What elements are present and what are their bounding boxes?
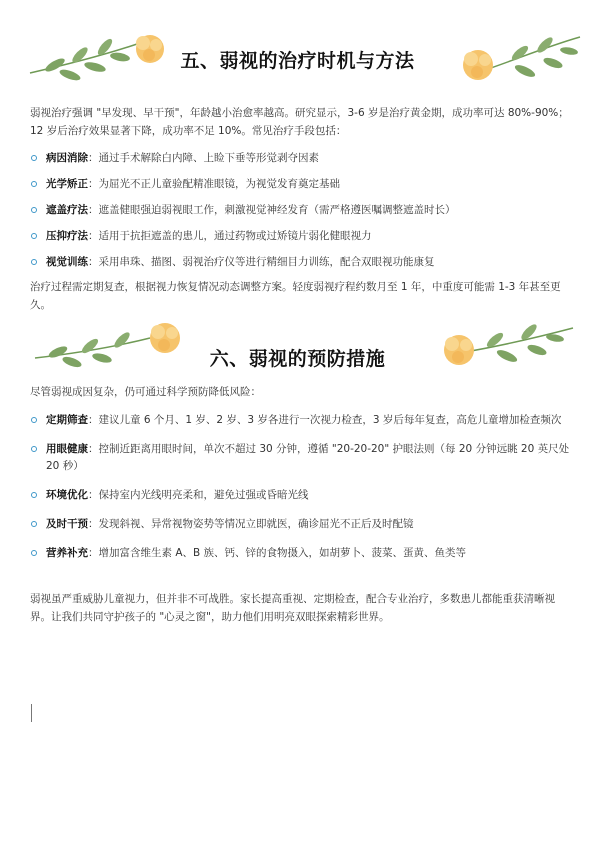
list-item: 定期筛查：建议儿童 6 个月、1 岁、2 岁、3 岁各进行一次视力检查，3 岁后每年复查，高危儿童增加检查频次	[30, 412, 575, 429]
section5-intro: 弱视治疗强调 "早发现、早干预"，年龄越小治愈率越高。研究显示，3-6 岁是治疗黄金期，成功率可达 80%-90%；12 岁后治疗效果显著下降，成功率不足 10%。常见治疗手段包括：	[30, 107, 569, 137]
list-item: 视觉训练：采用串珠、描图、弱视治疗仪等进行精细目力训练，配合双眼视功能康复	[30, 254, 575, 271]
bullet-icon	[31, 181, 37, 187]
bullet-icon	[31, 417, 37, 423]
text-cursor[interactable]	[31, 704, 32, 722]
section5-outro: 治疗过程需定期复查，根据视力恢复情况动态调整方案。轻度弱视疗程约数月至 1 年，中重度可能需 1-3 年甚至更久。	[30, 281, 561, 311]
conclusion-paragraph: 弱视虽严重威胁儿童视力，但并非不可战胜。家长提高重视、定期检查，配合专业治疗，多数患儿都能重获清晰视界。让我们共同守护孩子的 "心灵之窗"，助力他们用明亮双眼探索精彩世界。	[30, 593, 555, 623]
bullet-icon	[31, 207, 37, 213]
bullet-icon	[31, 492, 37, 498]
bullet-icon	[31, 233, 37, 239]
list-item: 营养补充：增加富含维生素 A、B 族、钙、锌的食物摄入，如胡萝卜、菠菜、蛋黄、鱼类等	[30, 545, 575, 562]
list-item: 环境优化：保持室内光线明亮柔和，避免过强或昏暗光线	[30, 487, 575, 504]
list-item: 用眼健康：控制近距离用眼时间，单次不超过 30 分钟，遵循 "20-20-20" 护眼法则（每 20 分钟远眺 20 英尺处 20 秒）	[30, 441, 575, 475]
section6-intro: 尽管弱视成因复杂，仍可通过科学预防降低风险：	[30, 386, 261, 398]
list-item: 及时干预：发现斜视、异常视物姿势等情况立即就医，确诊屈光不正后及时配镜	[30, 516, 575, 533]
bullet-icon	[31, 446, 37, 452]
treatment-methods-list	[30, 150, 575, 271]
list-item: 病因消除：通过手术解除白内障、上睑下垂等形觉剥夺因素	[30, 150, 575, 167]
bullet-icon	[31, 550, 37, 556]
bullet-icon	[31, 155, 37, 161]
section5-title: 五、弱视的治疗时机与方法	[180, 50, 415, 72]
bullet-icon	[31, 521, 37, 527]
prevention-measures-list	[30, 412, 575, 562]
list-item: 遮盖疗法：遮盖健眼强迫弱视眼工作，刺激视觉神经发育（需严格遵医嘱调整遮盖时长）	[30, 202, 575, 219]
list-item: 压抑疗法：适用于抗拒遮盖的患儿，通过药物或过矫镜片弱化健眼视力	[30, 228, 575, 245]
bullet-icon	[31, 259, 37, 265]
list-item: 光学矫正：为屈光不正儿童验配精准眼镜，为视觉发育奠定基础	[30, 176, 575, 193]
section6-title: 六、弱视的预防措施	[209, 348, 386, 370]
